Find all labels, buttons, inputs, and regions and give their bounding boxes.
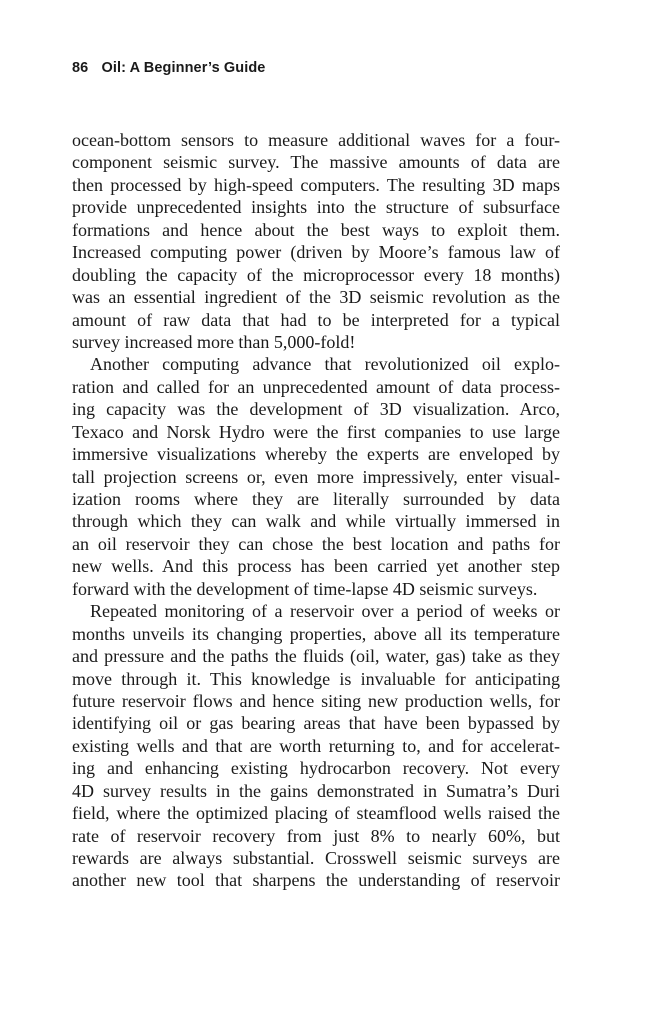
page-number: 86 [72,60,89,76]
text-line: months unveils its changing properties, above all its temperature [72,623,560,644]
text-line: amount of raw data that had to be interpreted for a typical [72,309,560,330]
text-line: Increased computing power (driven by Moore’s famous law of [72,242,560,263]
text-line: field, where the optimized placing of steamflood wells raised the [72,803,560,824]
text-line: tall projection screens or, even more impressively, enter visual- [72,466,560,487]
text-line: another new tool that sharpens the understanding of reservoir [72,870,560,891]
text-line: existing wells and that are worth returning to, and for accelerat- [72,735,560,756]
text-line: future reservoir flows and hence siting new production wells, for [72,690,560,711]
text-line: 4D survey results in the gains demonstrated in Sumatra’s Duri [72,780,560,801]
text-line: an oil reservoir they can chose the best location and paths for [72,533,560,554]
text-line: identifying oil or gas bearing areas that have been bypassed by [72,713,560,734]
text-line: survey increased more than 5,000-fold! [72,331,356,352]
text-line: component seismic survey. The massive amounts of data are [72,152,560,173]
book-title: Oil: A Beginner’s Guide [101,60,266,76]
running-head [72,60,265,76]
text-line: then processed by high-speed computers. The resulting 3D maps [72,174,560,195]
text-line: was an essential ingredient of the 3D seismic revolution as the [72,287,560,308]
text-line: Repeated monitoring of a reservoir over a period of weeks or [90,601,560,622]
text-line: ration and called for an unprecedented amount of data process- [72,376,560,397]
text-line: provide unprecedented insights into the structure of subsurface [72,197,560,218]
text-line: rewards are always substantial. Crosswell seismic surveys are [72,848,560,868]
text-line: immersive visualizations whereby the experts are enveloped by [72,444,560,465]
paragraph [72,129,560,353]
text-line: ization rooms where they are literally surrounded by data [72,489,560,509]
text-line: through which they can walk and while virtually immersed in [72,511,560,532]
text-line: new wells. And this process has been carried yet another step [72,556,560,577]
text-line: forward with the development of time-lapse 4D seismic surveys. [72,578,538,599]
text-line: formations and hence about the best ways to exploit them. [72,219,560,240]
text-line: ocean-bottom sensors to measure additional waves for a four- [72,130,560,150]
text-line: doubling the capacity of the microprocessor every 18 months) [72,264,560,285]
text-line: and pressure and the paths the fluids (oil, water, gas) take as they [72,646,560,667]
text-line: Texaco and Norsk Hydro were the first companies to use large [72,421,560,442]
text-line: Another computing advance that revolutionized oil explo- [90,354,560,375]
text-line: rate of reservoir recovery from just 8% to nearly 60%, but [72,825,560,846]
paragraph [72,600,560,892]
text-line: ing and enhancing existing hydrocarbon recovery. Not every [72,758,560,779]
paragraph [72,353,560,600]
text-line: ing capacity was the development of 3D visualization. Arco, [72,399,560,420]
body-text [72,129,560,892]
text-line: move through it. This knowledge is invaluable for anticipating [72,668,560,689]
